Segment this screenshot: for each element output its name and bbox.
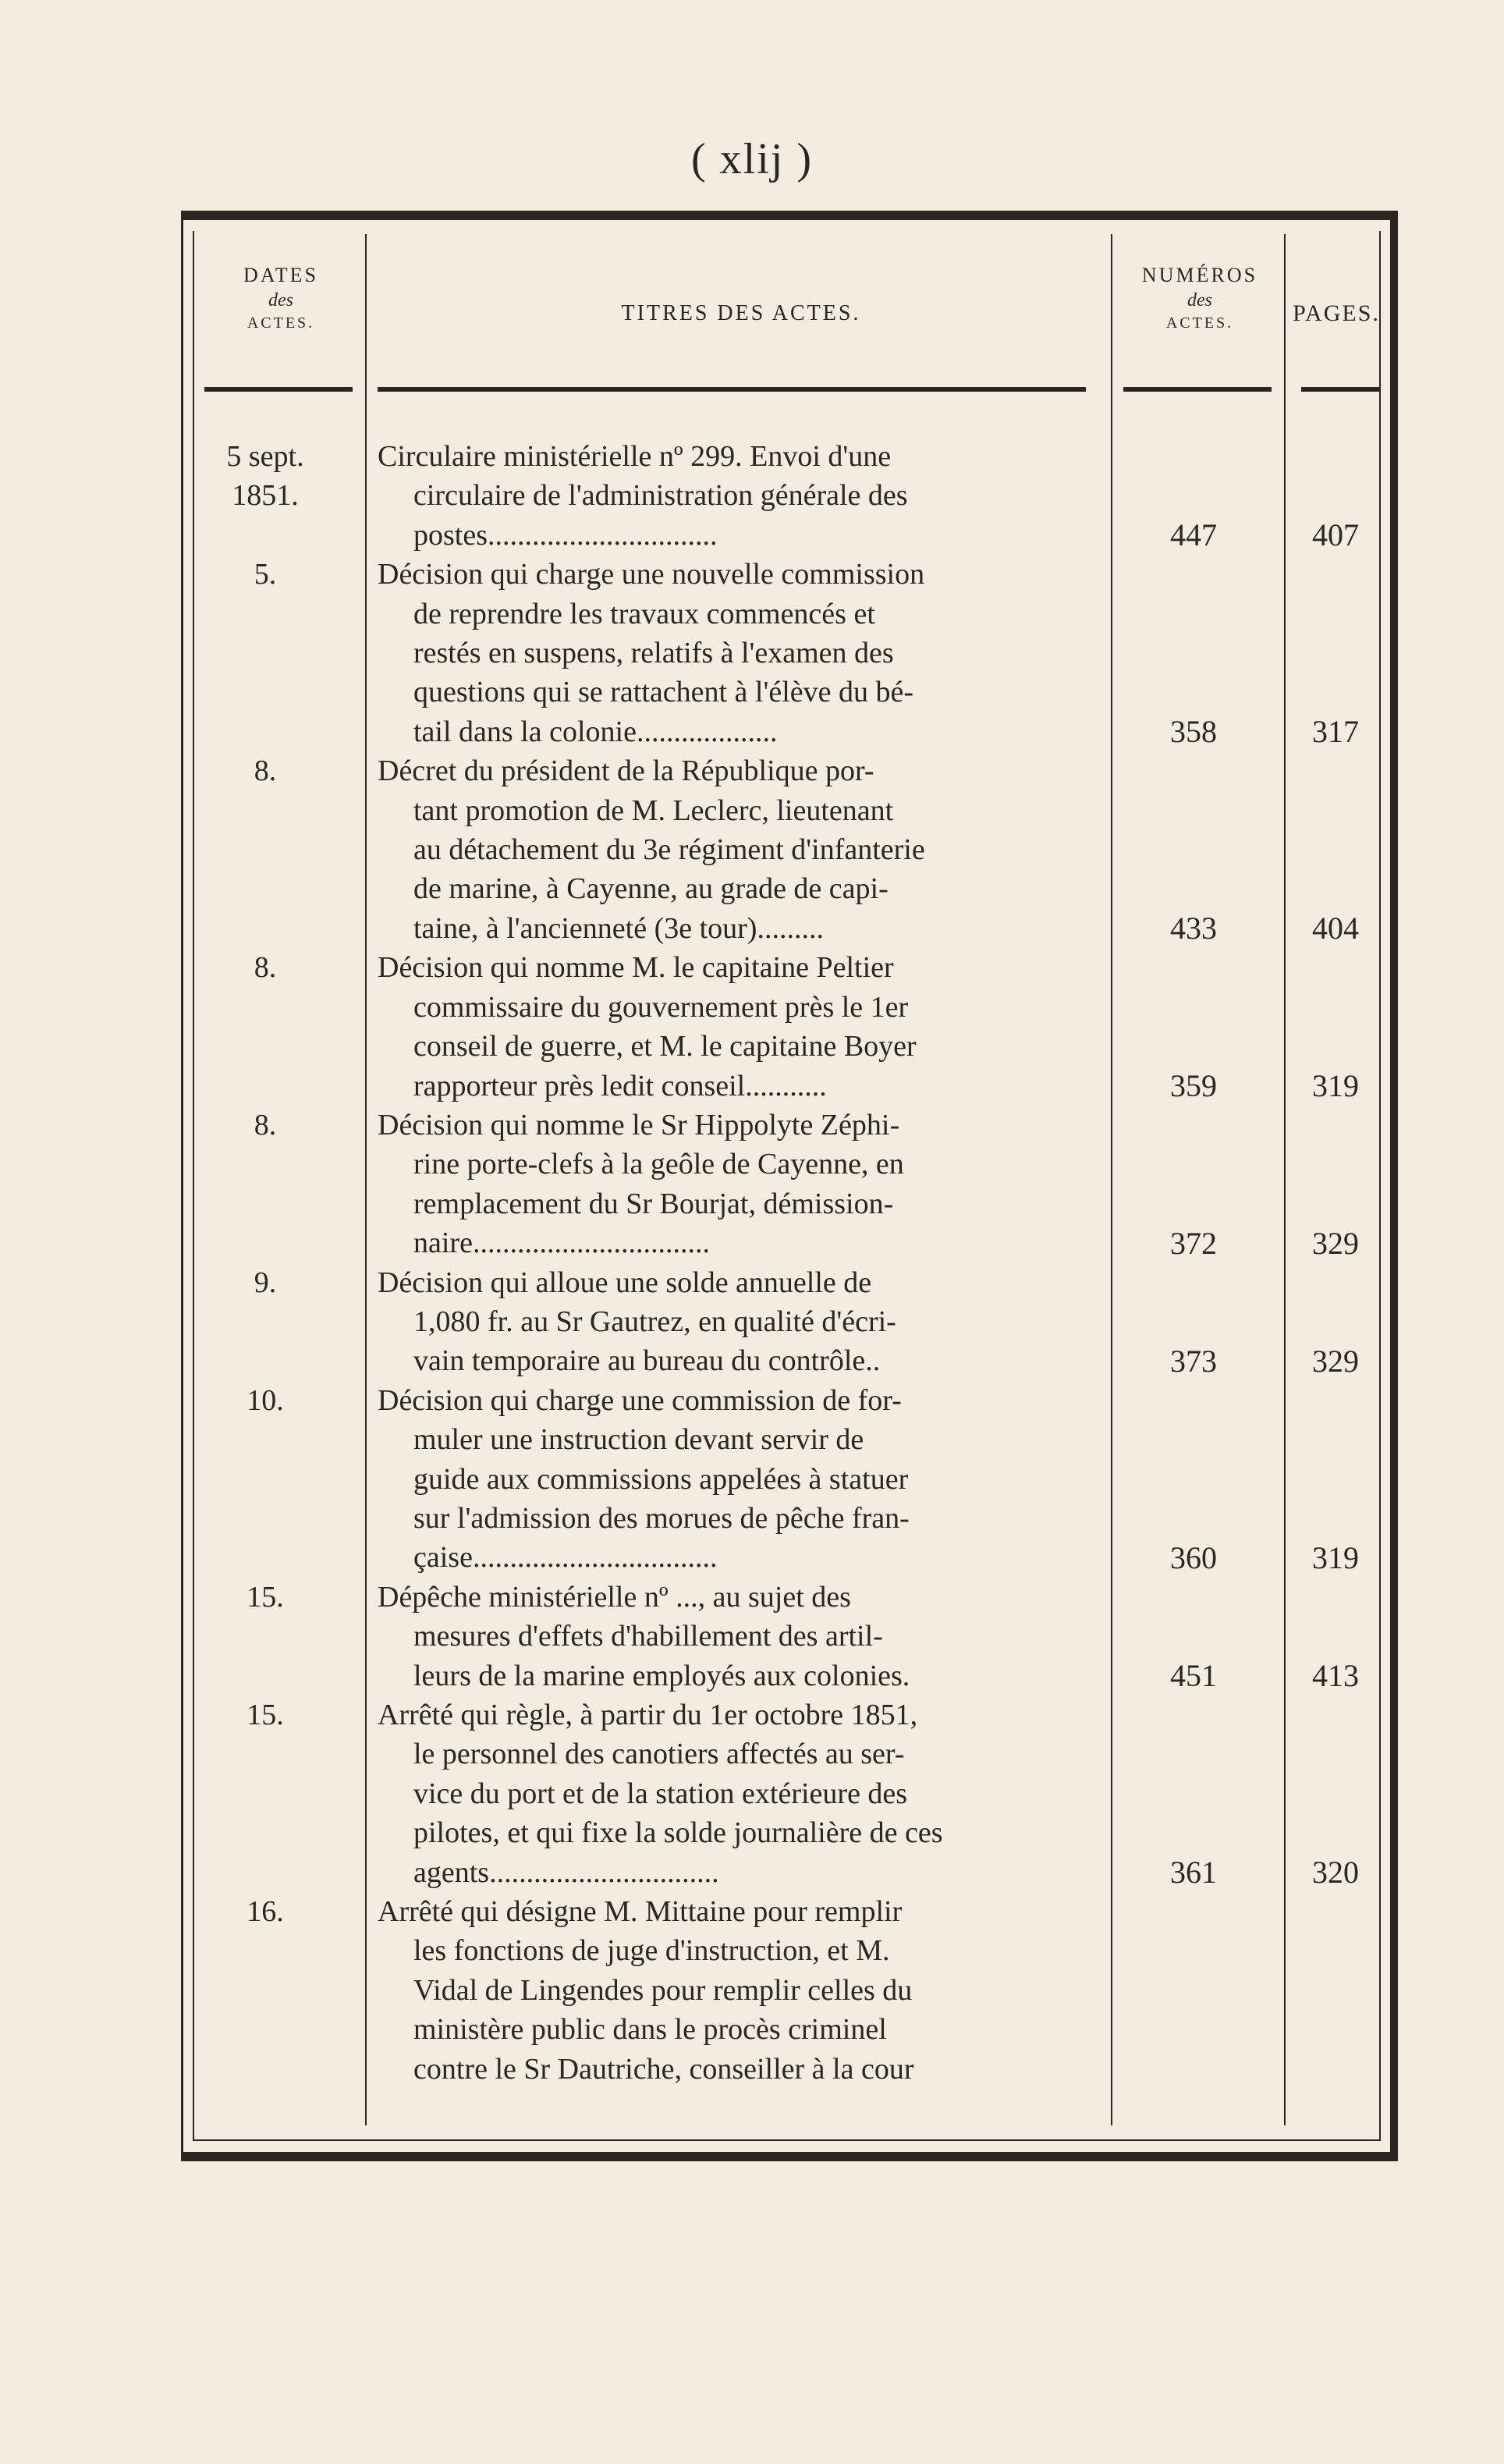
- entry-date-line: 8.: [254, 1108, 277, 1141]
- entry-title-line: naire................................: [413, 1227, 710, 1260]
- entry-title-line: questions qui se rattachent à l'élève du bé-: [413, 676, 914, 709]
- entry-date-line: 16.: [247, 1895, 284, 1929]
- entry-title-line: circulaire de l'administration générale des: [413, 479, 908, 513]
- entry-date-line: 5.: [254, 558, 277, 591]
- entry-title: [378, 1263, 1109, 1381]
- entry-date: [195, 1263, 335, 1302]
- table-row: [0, 751, 1504, 948]
- table-row: [0, 1578, 1504, 1695]
- entry-date-line: 10.: [247, 1383, 284, 1417]
- entry-title-line: le personnel des canotiers affectés au ser-: [413, 1738, 905, 1771]
- entry-title-line: rapporteur près ledit conseil...........: [413, 1069, 827, 1102]
- entry-title-line: Décision qui nomme le Sr Hippolyte Zéphi-: [378, 1108, 900, 1141]
- entry-title-line: vain temporaire au bureau du contrôle..: [413, 1344, 881, 1378]
- entry-number: 359: [1170, 1067, 1217, 1103]
- entry-title-line: agents...............................: [413, 1855, 719, 1889]
- entry-date-line: 1851.: [232, 479, 299, 512]
- entry-title: [378, 437, 1109, 555]
- entry-number: 373: [1170, 1343, 1217, 1379]
- entry-number: 361: [1170, 1855, 1217, 1891]
- entry-title-line: 1,080 fr. au Sr Gautrez, en qualité d'écri-: [413, 1305, 896, 1338]
- entry-page: 320: [1312, 1855, 1359, 1891]
- entry-title-line: taine, à l'ancienneté (3e tour).........: [413, 911, 824, 945]
- header-rule-titles: [378, 387, 1086, 392]
- page-number: ( xlij ): [691, 135, 813, 183]
- entry-date: [195, 555, 335, 594]
- entry-title-line: Vidal de Lingendes pour remplir celles du: [413, 1973, 913, 2007]
- entry-date-line: 5 sept.: [226, 440, 304, 473]
- entry-title-line: remplacement du Sr Bourjat, démission-: [413, 1187, 894, 1220]
- entry-title: [378, 751, 1109, 948]
- entry-title: [378, 555, 1109, 751]
- entry-title-line: Arrêté qui désigne M. Mittaine pour remplir: [378, 1895, 903, 1929]
- entry-title-line: Arrêté qui règle, à partir du 1er octobre 1851,: [378, 1699, 918, 1731]
- entry-title: [378, 1695, 1109, 1892]
- entry-title-line: vice du port et de la station extérieure des: [413, 1777, 908, 1810]
- entry-date: [195, 1578, 335, 1617]
- entry-date-line: 8.: [254, 951, 277, 985]
- entry-title-line: tant promotion de M. Leclerc, lieutenant: [413, 794, 894, 827]
- entry-page: 317: [1312, 714, 1359, 750]
- entry-date-line: 8.: [254, 754, 277, 788]
- entry-page: 407: [1312, 517, 1359, 553]
- entry-number: 447: [1170, 517, 1217, 553]
- entry-title: [378, 1892, 1109, 2089]
- entry-title-line: leurs de la marine employés aux colonies.: [413, 1659, 910, 1692]
- header-dates: DATES des ACTES.: [243, 264, 318, 332]
- entry-date-line: 15.: [247, 1699, 284, 1731]
- entry-title-line: restés en suspens, relatifs à l'examen des: [413, 637, 894, 670]
- entry-title-line: Décision qui charge une commission de for-: [378, 1383, 902, 1417]
- entry-date: [195, 1106, 335, 1145]
- entry-title-line: muler une instruction devant servir de: [413, 1423, 864, 1457]
- entry-title: [378, 1106, 1109, 1263]
- table-row: [0, 1892, 1504, 2089]
- entry-title-line: mesures d'effets d'habillement des artil-: [413, 1620, 883, 1653]
- entry-title-line: Dépêche ministérielle nº ..., au sujet des: [378, 1580, 851, 1614]
- entry-page: 319: [1312, 1067, 1359, 1103]
- entry-number: 451: [1170, 1658, 1217, 1693]
- entry-date: [195, 1892, 335, 1931]
- table-row: [0, 1695, 1504, 1892]
- table-row: [0, 948, 1504, 1106]
- entry-title: [378, 1578, 1109, 1695]
- entry-title-line: de marine, à Cayenne, au grade de capi-: [413, 872, 889, 906]
- entry-title: [378, 1381, 1109, 1578]
- entry-number: 433: [1170, 911, 1217, 946]
- entry-date-line: 9.: [254, 1266, 277, 1299]
- entry-title-line: les fonctions de juge d'instruction, et M.: [413, 1934, 890, 1968]
- entry-number: 358: [1170, 714, 1217, 750]
- entry-date: [195, 948, 335, 987]
- entry-title-line: postes...............................: [413, 518, 718, 552]
- entry-title-line: pilotes, et qui fixe la solde journalière de ces: [413, 1816, 943, 1850]
- entry-page: 413: [1312, 1658, 1359, 1693]
- entry-title-line: çaise.................................: [413, 1541, 718, 1575]
- entry-title-line: commissaire du gouvernement près le 1er: [413, 990, 909, 1024]
- entry-title-line: Décision qui charge une nouvelle commission: [378, 558, 925, 591]
- entry-title-line: Décret du président de la République por-: [378, 754, 874, 788]
- table-row: [0, 1263, 1504, 1381]
- entry-date-line: 15.: [247, 1580, 284, 1614]
- entry-title-line: guide aux commissions appelées à statuer: [413, 1462, 909, 1496]
- entry-title-line: contre le Sr Dautriche, conseiller à la cour: [413, 2052, 914, 2086]
- entry-title-line: Circulaire ministérielle nº 299. Envoi d'une: [378, 440, 892, 473]
- header-pages: PAGES.: [1293, 300, 1380, 326]
- entry-number: 360: [1170, 1539, 1217, 1575]
- entry-page: 329: [1312, 1225, 1359, 1261]
- entry-title-line: rine porte-clefs à la geôle de Cayenne, en: [413, 1148, 904, 1181]
- entry-title: [378, 948, 1109, 1106]
- entry-title-line: de reprendre les travaux commencés et: [413, 597, 875, 630]
- entry-title-line: Décision qui nomme M. le capitaine Peltier: [378, 951, 894, 985]
- entry-page: 404: [1312, 911, 1359, 946]
- entry-title-line: au détachement du 3e régiment d'infanterie: [413, 833, 925, 867]
- entry-page: 329: [1312, 1343, 1359, 1379]
- header-rule-dates: [204, 387, 353, 392]
- table-row: [0, 437, 1504, 555]
- entry-title-line: Décision qui alloue une solde annuelle de: [378, 1266, 872, 1299]
- entry-title-line: tail dans la colonie...................: [413, 715, 778, 748]
- header-rule-pages: [1301, 387, 1379, 392]
- entry-date: [195, 1381, 335, 1420]
- entry-page: 319: [1312, 1539, 1359, 1575]
- table-row: [0, 555, 1504, 751]
- entry-title-line: sur l'admission des morues de pêche fran-: [413, 1501, 910, 1535]
- entry-title-line: ministère public dans le procès criminel: [413, 2013, 887, 2047]
- entry-date: [195, 751, 335, 790]
- table-row: [0, 1106, 1504, 1263]
- header-numbers: NUMÉROS des ACTES.: [1141, 264, 1258, 332]
- entry-title-line: conseil de guerre, et M. le capitaine Boyer: [413, 1030, 917, 1063]
- entry-date: [195, 1695, 335, 1734]
- table-row: [0, 1381, 1504, 1578]
- entry-number: 372: [1170, 1225, 1217, 1261]
- entries-list: [0, 437, 1504, 2089]
- header-titles: TITRES DES ACTES.: [621, 301, 861, 325]
- entry-date: [195, 437, 335, 515]
- header-rule-numbers: [1123, 387, 1272, 392]
